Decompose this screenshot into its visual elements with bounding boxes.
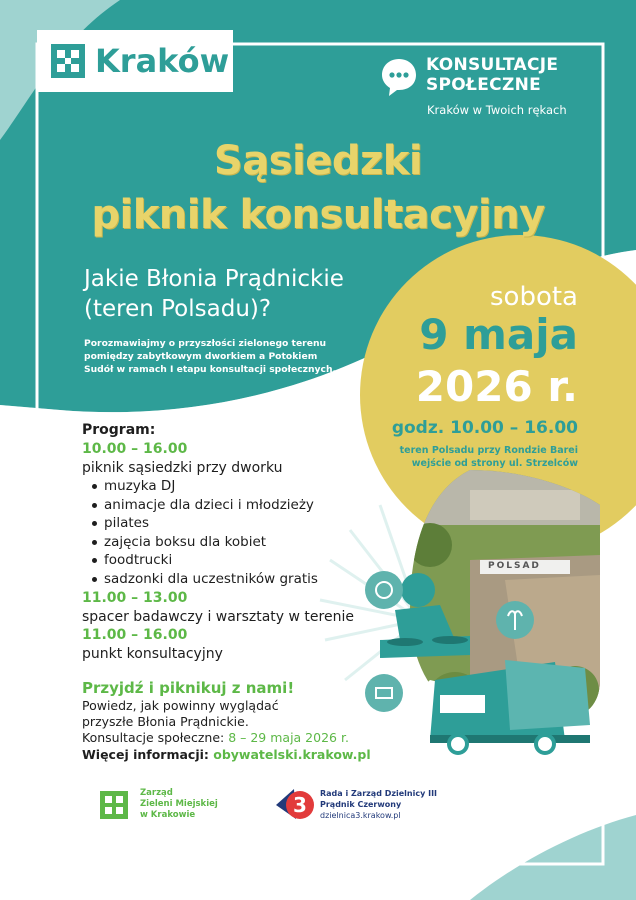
program-block1-time: 10.00 – 16.00	[82, 441, 188, 457]
zzm-logo	[100, 788, 218, 821]
list-item: pilates	[94, 514, 382, 533]
cta-line1: Powiedz, jak powinny wyglądać	[82, 698, 279, 713]
event-day-text: sobota	[490, 282, 578, 312]
cta-heading: Przyjdź i piknikuj z nami!	[82, 679, 295, 697]
cta-consult-dates: 8 – 29 maja 2026 r.	[228, 730, 349, 745]
district-name	[320, 788, 437, 821]
list-item: animacje dla dzieci i młodzieży	[94, 496, 382, 515]
program-block3-title: punkt konsultacyjny	[82, 645, 223, 662]
event-date	[419, 310, 578, 359]
event-hours-text: godz. 10.00 – 16.00	[391, 418, 578, 438]
zzm-line2: Zieleni Miejskiej	[140, 799, 218, 809]
question-line1: Jakie Błonia Prądnickie	[84, 266, 344, 292]
event-day	[490, 282, 578, 312]
cta-more-link[interactable]: obywatelski.krakow.pl	[213, 747, 371, 762]
district-number: 3	[293, 793, 307, 817]
consultation-tagline: Kraków w Twoich rękach	[427, 103, 567, 117]
district-line2: Prądnik Czerwony	[320, 799, 402, 809]
zzm-name	[140, 788, 218, 821]
cta-consult-label: Konsultacje społeczne:	[82, 730, 229, 745]
program-block1-list	[82, 477, 382, 589]
event-place-line1: teren Polsadu przy Rondzie Barei	[399, 445, 578, 456]
consultation-title-line1: KONSULTACJE	[426, 55, 559, 75]
cta-more-label: Więcej informacji:	[82, 747, 214, 762]
program-block2-time: 11.00 – 13.00	[82, 589, 188, 606]
district-logo-icon	[274, 787, 314, 821]
question-line2: (teren Polsadu)?	[84, 296, 272, 322]
event-date-text: 9 maja	[419, 310, 578, 359]
program-block3-time: 11.00 – 16.00	[82, 626, 188, 643]
program-block1-title: piknik sąsiedzki przy dworku	[82, 460, 283, 476]
krakow-logo	[37, 30, 233, 92]
consultation-title	[426, 55, 558, 95]
program-block2-title: spacer badawczy i warsztaty w terenie	[82, 608, 354, 625]
question-heading	[84, 264, 344, 324]
title-line1: Sąsiedzki	[213, 138, 423, 184]
district-url[interactable]: dzielnica3.krakow.pl	[320, 810, 401, 820]
list-item: sadzonki dla uczestników gratis	[94, 570, 382, 589]
event-hours	[392, 418, 578, 438]
program-section	[82, 420, 382, 663]
district-logo	[274, 787, 437, 821]
district-line1: Rada i Zarząd Dzielnicy III	[320, 788, 438, 798]
event-year	[416, 362, 578, 411]
krakow-logo-text: Kraków	[95, 42, 230, 80]
intro-text: Porozmawiajmy o przyszłości zielonego terenu pomiędzy zabytkowym dworkiem a Potokiem Sudół w ramach I etapu konsultacji społecznych.	[84, 338, 336, 375]
event-place-line2: wejście od strony ul. Strzelców	[411, 458, 578, 469]
cta-section	[82, 678, 412, 764]
event-year-text: 2026 r.	[415, 362, 578, 411]
speech-bubble-icon	[380, 57, 418, 97]
program-heading: Program:	[82, 422, 156, 438]
photo-sign: POLSAD	[488, 561, 541, 571]
event-place	[400, 444, 578, 470]
list-item: zajęcia boksu dla kobiet	[94, 533, 382, 552]
cta-consult	[82, 730, 412, 746]
cta-line2: przyszłe Błonia Prądnickie.	[82, 714, 249, 729]
cta-more	[82, 746, 412, 764]
title-line2: piknik konsultacyjny	[91, 192, 545, 238]
zzm-line3: w Krakowie	[140, 810, 196, 820]
zzm-line1: Zarząd	[140, 788, 173, 798]
krakow-logo-icon	[51, 44, 85, 78]
consultation-title-line2: SPOŁECZNE	[426, 75, 542, 95]
list-item: muzyka DJ	[94, 477, 382, 496]
list-item: foodtrucki	[94, 551, 382, 570]
zzm-logo-icon	[100, 791, 128, 819]
